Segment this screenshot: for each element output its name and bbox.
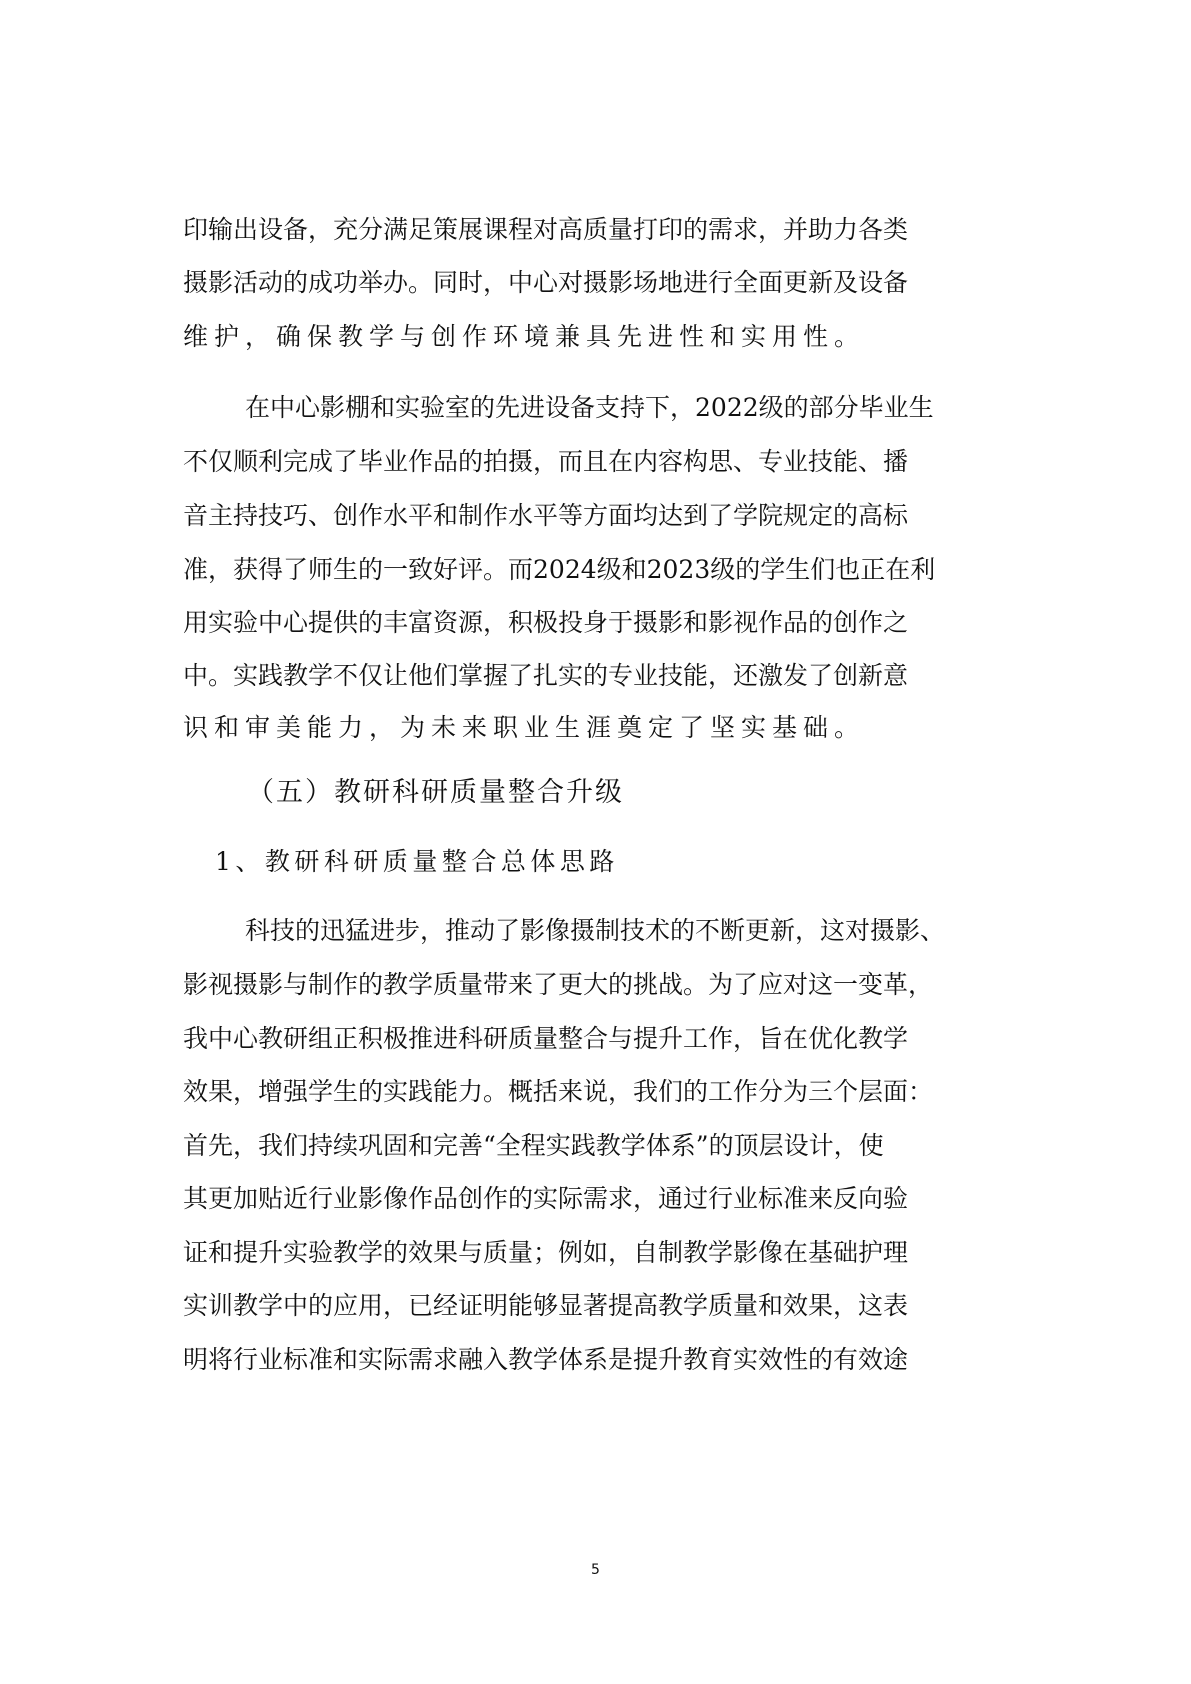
paragraph-2-line: 不仅顺利完成了毕业作品的拍摄，而且在内容构思、专业技能、播 xyxy=(183,447,909,476)
paragraph-3-line: 效果，增强学生的实践能力。概括来说，我们的工作分为三个层面： xyxy=(183,1077,934,1106)
section-heading: （五）教研科研质量整合升级 xyxy=(247,777,624,808)
paragraph-2-line: 准，获得了师生的一致好评。而2024级和2023级的学生们也正在利 xyxy=(183,555,936,584)
paragraph-3-line: 我中心教研组正积极推进科研质量整合与提升工作，旨在优化教学 xyxy=(183,1024,909,1053)
paragraph-3-line: 影视摄影与制作的教学质量带来了更大的挑战。为了应对这一变革， xyxy=(183,970,934,999)
subsection-heading: 1、教研科研质量整合总体思路 xyxy=(215,847,619,876)
paragraph-2-line: 用实验中心提供的丰富资源，积极投身于摄影和影视作品的创作之 xyxy=(183,608,909,637)
paragraph-1-line: 维护，确保教学与创作环境兼具先进性和实用性。 xyxy=(183,322,866,351)
paragraph-3-line: 科技的迅猛进步，推动了影像摄制技术的不断更新，这对摄影、 xyxy=(245,916,946,945)
paragraph-3-line: 首先，我们持续巩固和完善“全程实践教学体系”的顶层设计，使 xyxy=(183,1131,884,1160)
paragraph-3-line: 实训教学中的应用，已经证明能够显著提高教学质量和效果，这表 xyxy=(183,1291,909,1320)
paragraph-3-line: 其更加贴近行业影像作品创作的实际需求，通过行业标准来反向验 xyxy=(183,1184,909,1213)
paragraph-2-line: 中。实践教学不仅让他们掌握了扎实的专业技能，还激发了创新意 xyxy=(183,661,909,690)
paragraph-2-line: 在中心影棚和实验室的先进设备支持下，2022级的部分毕业生 xyxy=(245,393,934,422)
paragraph-3-line: 明将行业标准和实际需求融入教学体系是提升教育实效性的有效途 xyxy=(183,1345,909,1374)
paragraph-1-line: 印输出设备，充分满足策展课程对高质量打印的需求，并助力各类 xyxy=(183,215,909,244)
paragraph-2-line: 音主持技巧、创作水平和制作水平等方面均达到了学院规定的高标 xyxy=(183,501,909,530)
page-number: 5 xyxy=(591,1562,600,1578)
paragraph-3-line: 证和提升实验教学的效果与质量；例如，自制教学影像在基础护理 xyxy=(183,1238,909,1267)
paragraph-1-line: 摄影活动的成功举办。同时，中心对摄影场地进行全面更新及设备 xyxy=(183,268,909,297)
paragraph-2-line: 识和审美能力，为未来职业生涯奠定了坚实基础。 xyxy=(183,713,866,742)
